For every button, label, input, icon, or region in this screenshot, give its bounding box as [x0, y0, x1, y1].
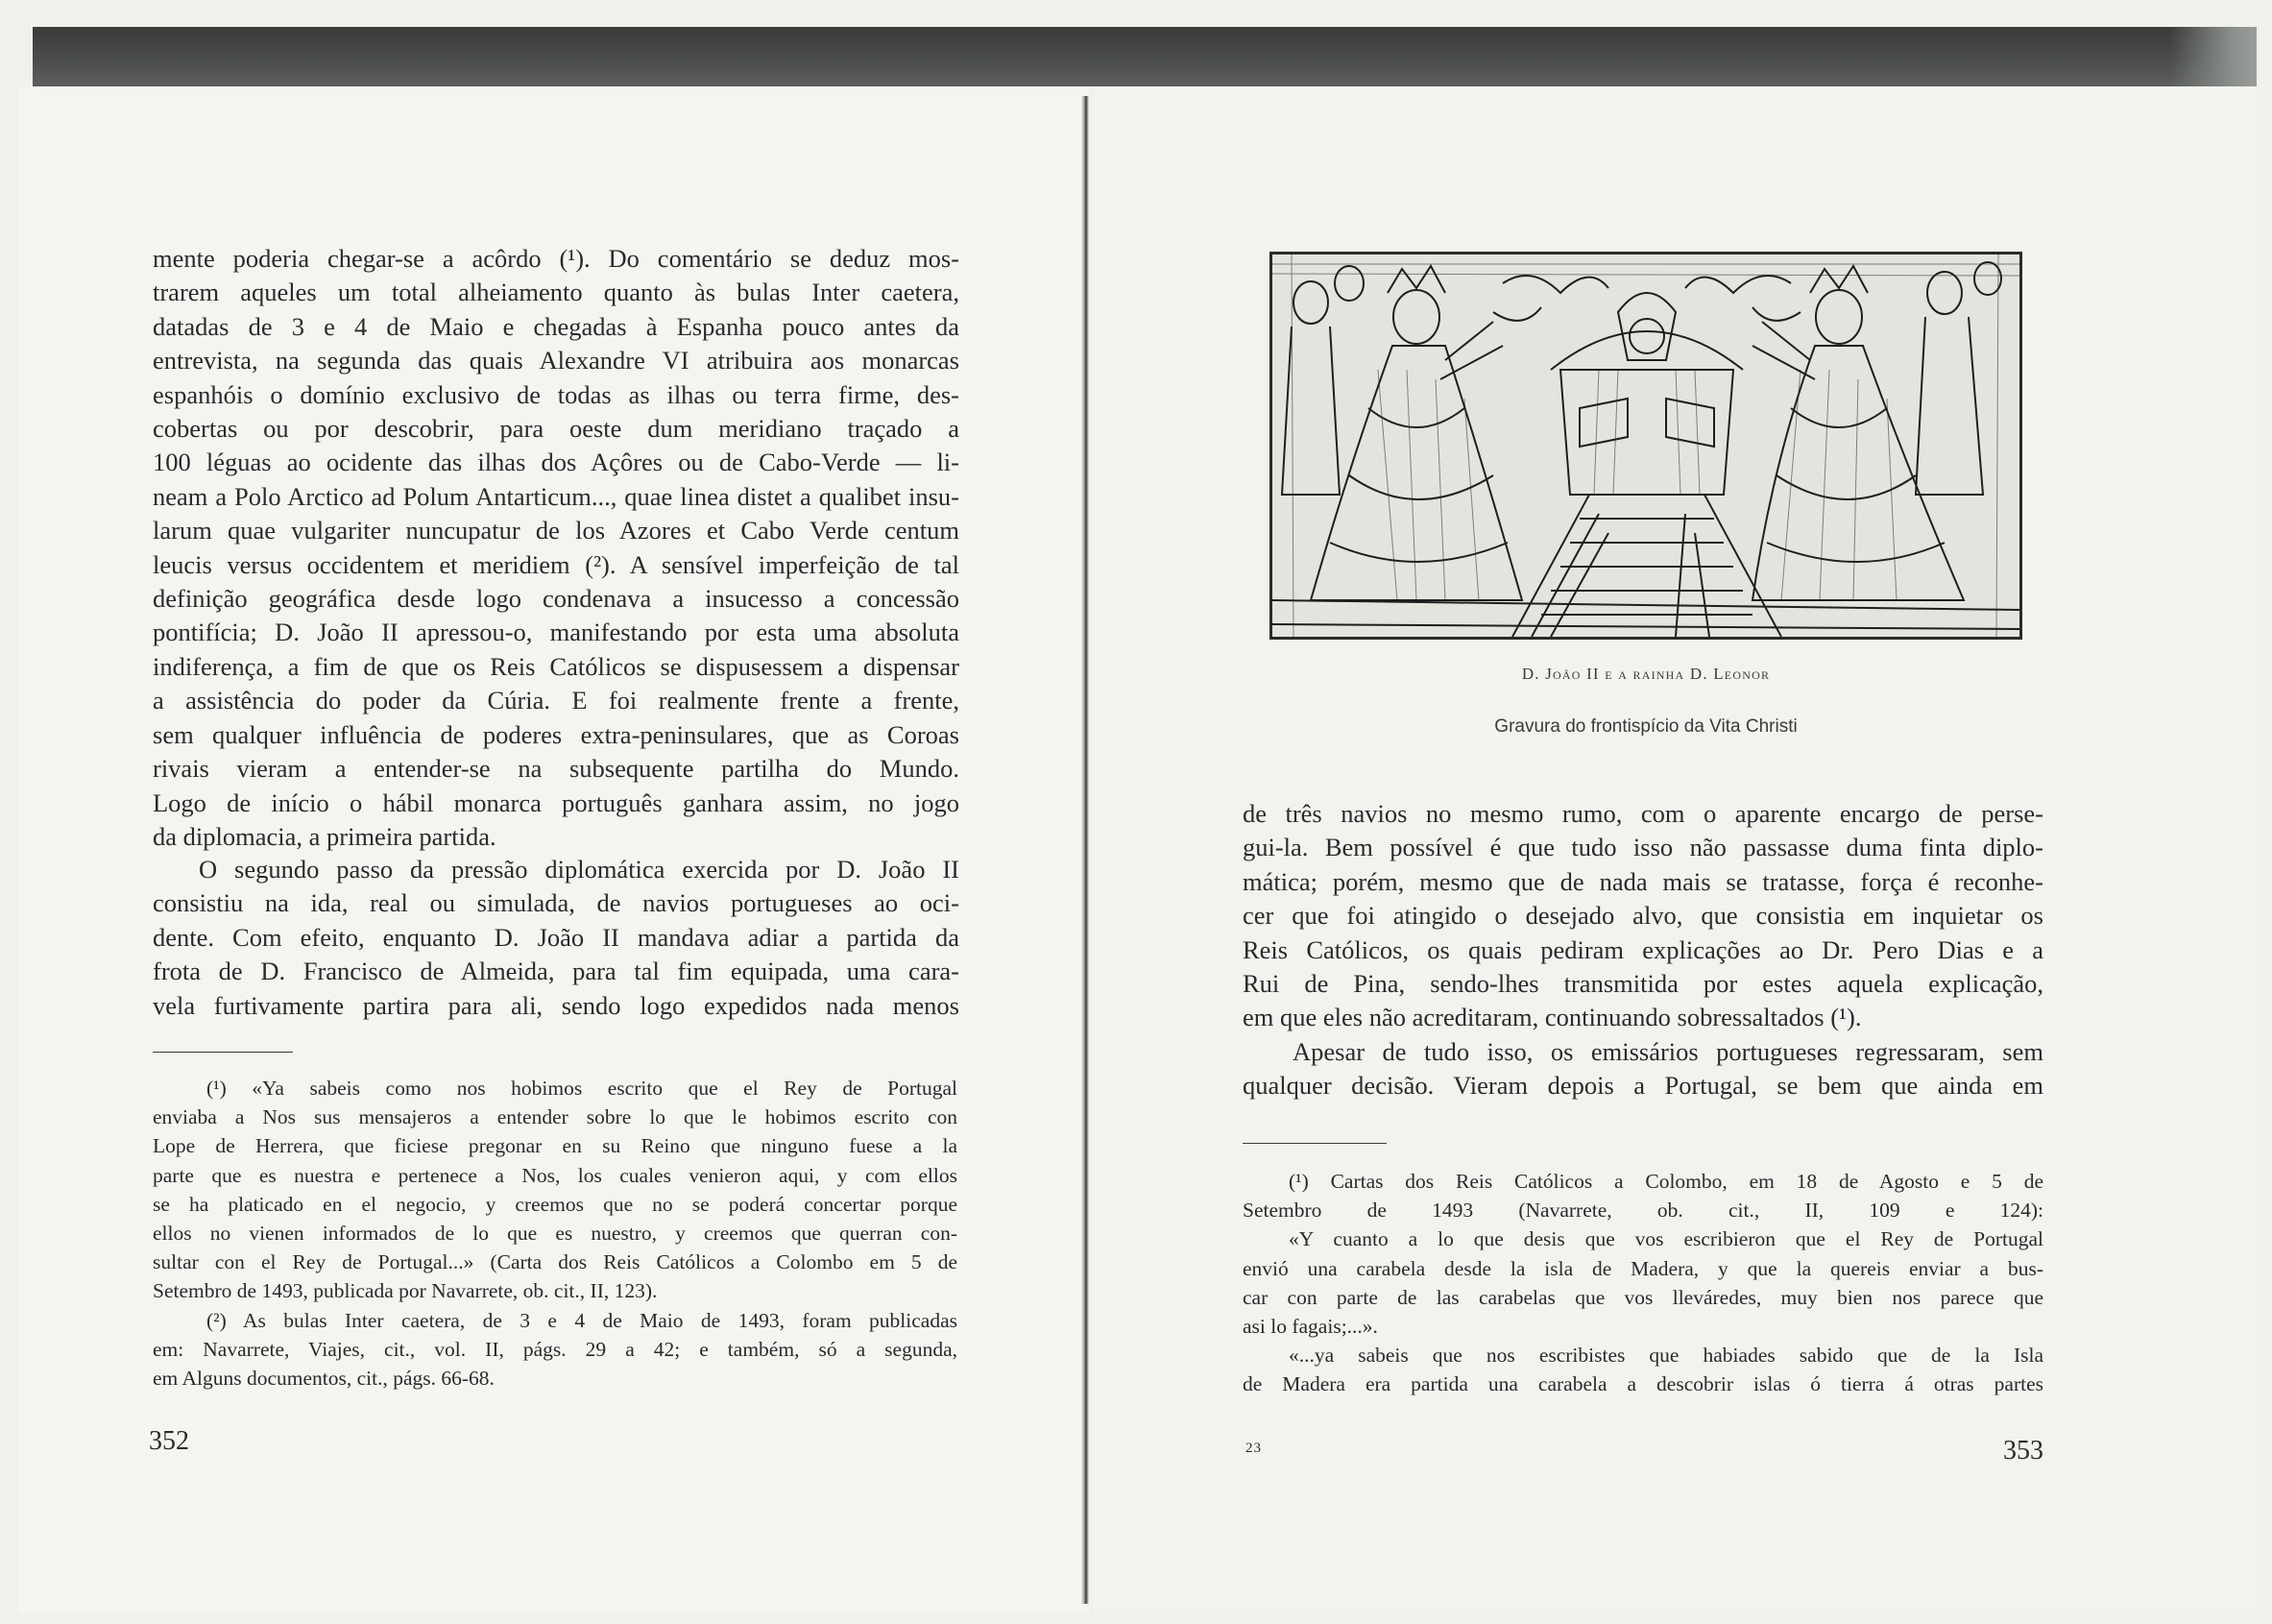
- left-paragraph-2: [153, 853, 959, 1023]
- text-line: em que eles não acreditaram, continuando sobressaltados (¹).: [1243, 1003, 1862, 1032]
- left-footnotes: [153, 1074, 957, 1393]
- footnote-line: (¹) Cartas dos Reis Católicos a Colombo, em 18 de Agosto e 5 de: [1289, 1170, 2043, 1193]
- text-line: cer que foi atingido o desejado alvo, que consistia em inquietar os: [1243, 901, 2043, 931]
- right-paragraph-2: [1243, 1035, 2043, 1103]
- text-line: Apesar de tudo isso, os emissários portugueses regressaram, sem: [1293, 1037, 2043, 1066]
- footnote-line: se ha platicado en el negocio, y creemos que no se poderá concertar porque: [153, 1192, 957, 1216]
- text-line: neam a Polo Arctico ad Polum Antarticum..., quae linea distet a qualibet insu-: [153, 481, 959, 511]
- footnote-line: em: Navarrete, Viajes, cit., vol. II, págs. 29 a 42; e também, só a segunda,: [153, 1337, 957, 1361]
- text-line: a assistência do poder da Cúria. E foi realmente frente a frente,: [153, 686, 959, 715]
- scan-top-border-edge: [2170, 27, 2257, 86]
- right-footnotes: [1243, 1167, 2043, 1399]
- text-line: frota de D. Francisco de Almeida, para tal fim equipada, uma cara-: [153, 957, 959, 986]
- text-line: espanhóis o domínio exclusivo de todas as ilhas ou terra firme, des-: [153, 379, 959, 409]
- text-line: sem qualquer influência de poderes extra-peninsulares, que as Coroas: [153, 719, 959, 749]
- footnote-line: de Madera era partida una carabela a descobrir islas ó tierra á otras partes: [1243, 1372, 2043, 1396]
- footnote-line: Setembro de 1493 (Navarrete, ob. cit., II, 109 e 124):: [1243, 1199, 2043, 1223]
- footnote-line: envió una carabela desde la isla de Madera, y que la quereis enviar a bus-: [1243, 1256, 2043, 1280]
- text-line: qualquer decisão. Vieram depois a Portugal, se bem que ainda em: [1243, 1071, 2043, 1101]
- footnote-line: «Y cuanto a lo que desis que vos escribieron que el Rey de Portugal: [1289, 1227, 2043, 1251]
- figure-caption-subtitle: Gravura do frontispício da Vita Christi: [1494, 716, 1798, 737]
- footnote-line: asi lo fagais;...».: [1243, 1315, 1378, 1339]
- footnote-line: parte que es nuestra e pertenece a Nos, los cuales venieron aqui, y com ellos: [153, 1163, 957, 1187]
- left-body-text: [153, 242, 959, 854]
- text-line: cobertas ou por descobrir, para oeste dum meridiano traçado a: [153, 414, 959, 444]
- figure-caption-title: D. João II e a rainha D. Leonor: [1521, 665, 1771, 683]
- right-page-number: 353: [2003, 1436, 2043, 1466]
- footnote-line: (¹) «Ya sabeis como nos hobimos escrito que el Rey de Portugal: [206, 1077, 957, 1100]
- footnote-line: car con parte de las carabelas que vos lleváredes, muy bien nos parece que: [1243, 1285, 2043, 1309]
- text-line: leucis versus occidentem et meridiem (²). A sensível imperfeição de tal: [153, 549, 959, 579]
- text-line: entrevista, na segunda das quais Alexandre VI atribuira aos monarcas: [153, 346, 959, 376]
- text-line: trarem aqueles um total alheiamento quanto às bulas Inter caetera,: [153, 278, 959, 307]
- text-line: consistiu na ida, real ou simulada, de navios portugueses ao oci-: [153, 888, 959, 918]
- footnote-line: sultar con el Rey de Portugal...» (Carta dos Reis Católicos a Colombo em 5 de: [153, 1250, 957, 1274]
- footnote-line: em Alguns documentos, cit., págs. 66-68.: [153, 1367, 495, 1391]
- text-line: dente. Com efeito, enquanto D. João II mandava adiar a partida da: [153, 922, 959, 952]
- signature-mark: 23: [1245, 1441, 1262, 1456]
- book-gutter: [1081, 96, 1089, 1604]
- footnote-line: Lope de Herrera, que ficiese pregonar en su Reino que ninguno fuese a la: [153, 1134, 957, 1158]
- text-line: Rui de Pina, sendo-lhes transmitida por estes aquela explicação,: [1243, 969, 2043, 999]
- footnote-line: «...ya sabeis que nos escribistes que habiades sabido que de la Isla: [1289, 1344, 2043, 1368]
- text-line: datadas de 3 e 4 de Maio e chegadas à Espanha pouco antes da: [153, 311, 959, 341]
- footnote-line: enviaba a Nos sus mensajeros a entender sobre lo que le hobimos escrito con: [153, 1105, 957, 1129]
- footnote-line: (²) As bulas Inter caetera, de 3 e 4 de Maio de 1493, foram publicadas: [206, 1308, 957, 1332]
- text-line: O segundo passo da pressão diplomática exercida por D. João II: [199, 855, 959, 884]
- text-line: mática; porém, mesmo que de nada mais se tratasse, força é reconhe-: [1243, 866, 2043, 896]
- left-page-number: 352: [149, 1426, 189, 1456]
- text-line: de três navios no mesmo rumo, com o aparente encargo de perse-: [1243, 799, 2043, 828]
- woodcut-engraving-image: [1272, 255, 2019, 637]
- text-line: pontifícia; D. João II apressou-o, manifestando por esta uma absoluta: [153, 618, 959, 647]
- scan-top-border: [33, 27, 2257, 86]
- text-line: definição geográfica desde logo condenava a insucesso a concessão: [153, 584, 959, 614]
- right-body-text: [1243, 797, 2043, 1035]
- text-line: da diplomacia, a primeira partida.: [153, 821, 496, 851]
- text-line: Reis Católicos, os quais pediram explicações ao Dr. Pero Dias e a: [1243, 934, 2043, 964]
- text-line: 100 léguas ao ocidente das ilhas dos Açôres ou de Cabo-Verde — li-: [153, 448, 959, 477]
- text-line: Logo de início o hábil monarca português ganhara assim, no jogo: [153, 788, 959, 817]
- text-line: vela furtivamente partira para ali, sendo logo expedidos nada menos: [153, 990, 959, 1020]
- text-line: gui-la. Bem possível é que tudo isso não passasse duma finta diplo-: [1243, 833, 2043, 862]
- footnote-line: Setembro de 1493, publicada por Navarrete, ob. cit., II, 123).: [153, 1279, 658, 1303]
- text-line: larum quae vulgariter nuncupatur de los Azores et Cabo Verde centum: [153, 516, 959, 545]
- text-line: rivais vieram a entender-se na subsequente partilha do Mundo.: [153, 754, 959, 784]
- right-footnote-rule: [1243, 1143, 1387, 1144]
- text-line: mente poderia chegar-se a acôrdo (¹). Do comentário se deduz mos-: [153, 244, 959, 273]
- text-line: indiferença, a fim de que os Reis Católicos se dispusessem a dispensar: [153, 651, 959, 681]
- left-footnote-rule: [153, 1052, 293, 1053]
- footnote-line: ellos no vienen informados de lo que es nuestro, y creemos que querran con-: [153, 1222, 957, 1246]
- woodcut-illustration: [1269, 252, 2022, 640]
